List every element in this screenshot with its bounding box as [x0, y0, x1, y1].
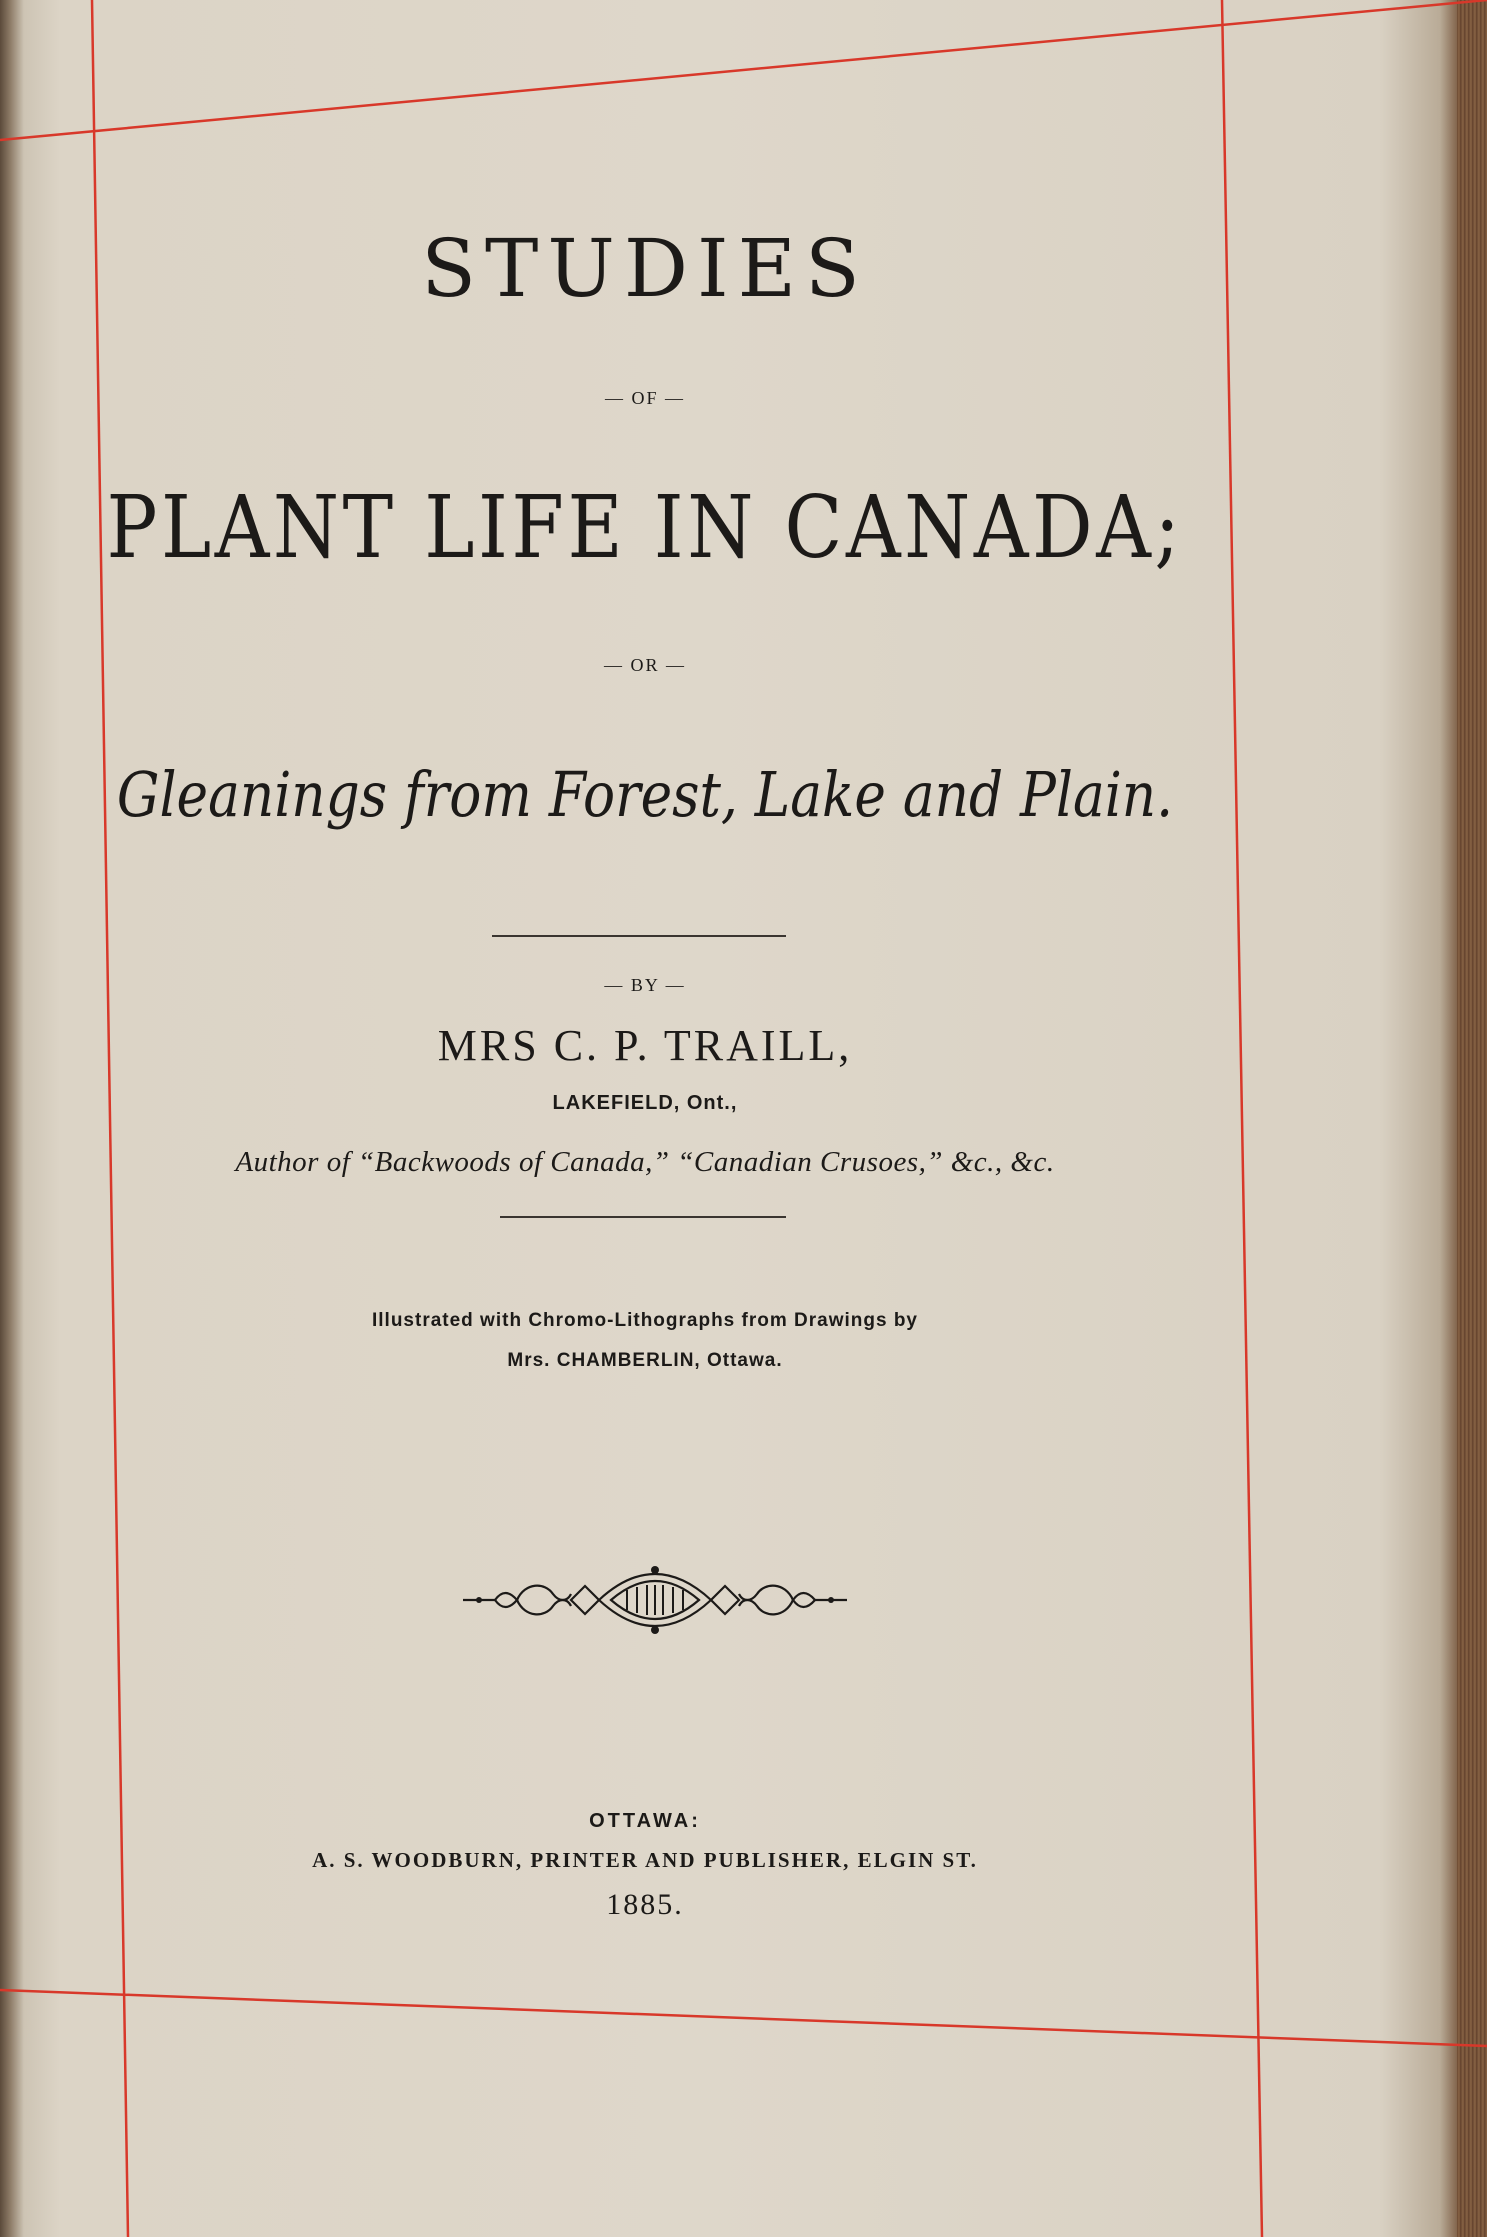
- separator-by: — BY —: [604, 975, 686, 995]
- separator-or: — OR —: [603, 655, 686, 675]
- ruled-line-bottom: [0, 1990, 1487, 2046]
- author-works: Author of “Backwoods of Canada,” “Canadian Crusoes,” &c., &c.: [235, 1146, 1055, 1178]
- imprint-publisher: A. S. WOODBURN, PRINTER AND PUBLISHER, ELGIN ST.: [312, 1848, 978, 1872]
- divider-rule-top: [492, 935, 786, 937]
- ruled-line-top: [0, 0, 1487, 140]
- author-name: MRS C. P. TRAILL,: [437, 1021, 853, 1070]
- divider-rule-bottom: [500, 1216, 786, 1218]
- separator-of: — OF —: [604, 388, 685, 408]
- title-studies: STUDIES: [421, 222, 869, 315]
- author-location: LAKEFIELD, Ont.,: [552, 1092, 738, 1114]
- illustrator-name: Mrs. CHAMBERLIN, Ottawa.: [507, 1350, 783, 1371]
- title-main: PLANT LIFE IN CANADA;: [106, 478, 1184, 578]
- printers-ornament-icon: [455, 1560, 855, 1640]
- subtitle: Gleanings from Forest, Lake and Plain.: [116, 758, 1174, 831]
- imprint-city: OTTAWA:: [589, 1810, 701, 1832]
- illustration-note: Illustrated with Chromo-Lithographs from Drawings by: [371, 1310, 919, 1331]
- imprint-year: 1885.: [606, 1888, 684, 1921]
